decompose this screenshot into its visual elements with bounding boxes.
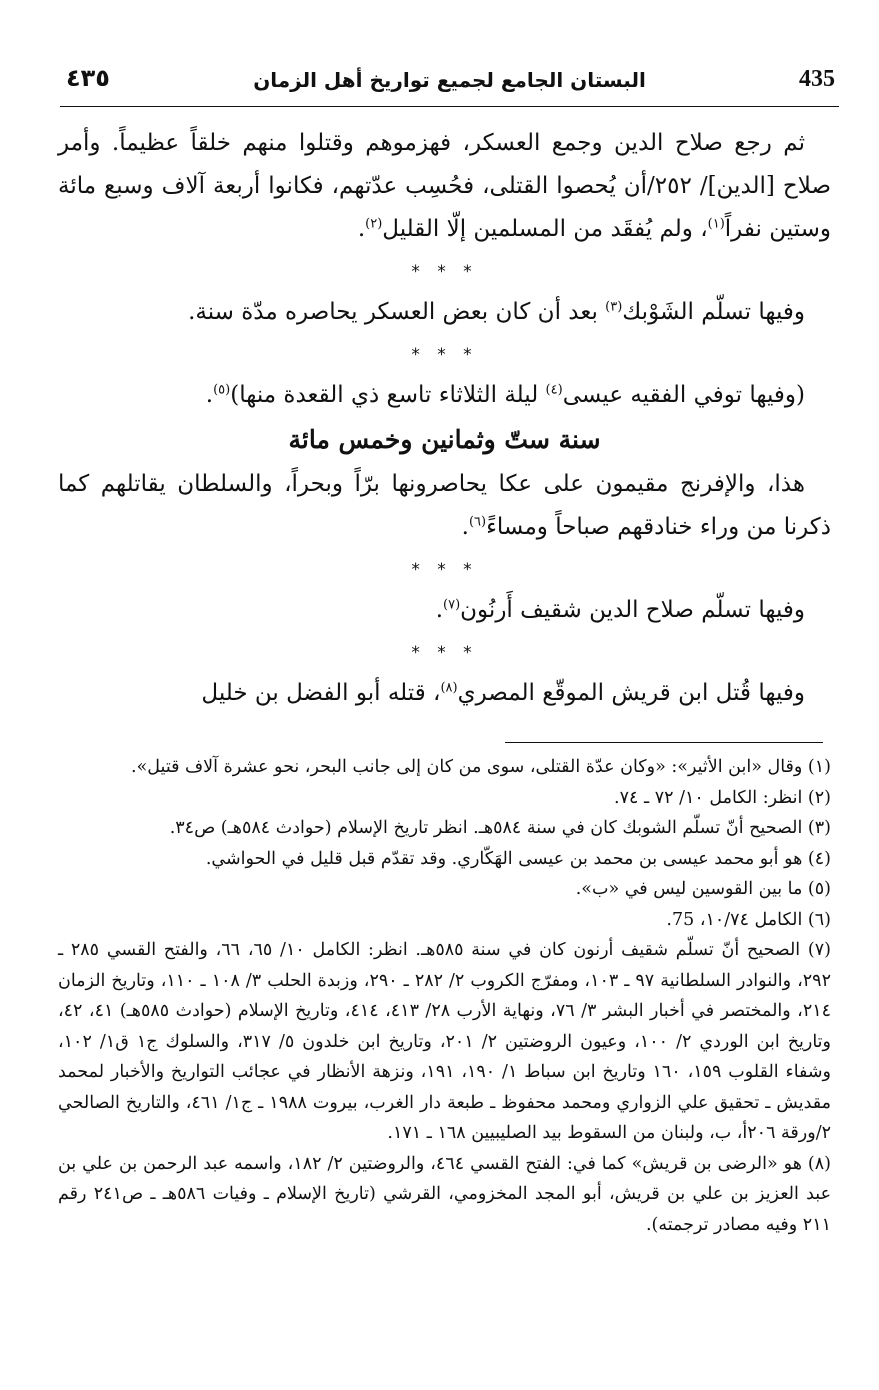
- paragraph-text: ، ولم يُفقَد من المسلمين إلّا القليل: [382, 216, 708, 242]
- paragraph-text: .: [357, 216, 366, 242]
- footnote: (٢) انظر: الكامل ١٠/ ٧٢ ـ ٧٤.: [614, 787, 831, 808]
- paragraph-text: وفيها تسلّم الشَوْبك: [622, 299, 805, 325]
- footnote: (٣) الصحيح أنّ تسلّم الشوبك كان في سنة ٥٨٤هـ. انظر تاريخ الإسلام (حوادث ٥٨٤هـ) ص٣٤.: [169, 818, 831, 838]
- footnote: (١) وقال «ابن الأثير»: «وكان عدّة القتلى، سوى من كان إلى جانب البحر، نحو عشرة آلاف قتيل».: [131, 757, 831, 777]
- footnote-ref: (٢): [365, 216, 383, 232]
- paragraph-text: بعد أن كان بعض العسكر يحاصره مدّة سنة.: [188, 299, 606, 325]
- section-separator: * * *: [411, 560, 478, 580]
- footnote-ref: (٧): [443, 597, 461, 613]
- paragraph-text: وفيها تسلّم صلاح الدين شقيف أَرنُون: [460, 597, 805, 623]
- footnote: (٧) الصحيح أنّ تسلّم شقيف أرنون كان في سنة ٥٨٥هـ. انظر: الكامل ١٠/ ٦٥، ٦٦، والفتح القسي ٢٨٥ ـ ٢٩٢، والنوادر السلطانية ٩٧ ـ ١٠٣، ومفرّج الكروب ٢/ ٢٨٢ ـ ٢٩٠، وزبدة الحلب ٣/ ١٠٨ ـ ١١٠، وتاريخ الزمان ٢١٤، والمختصر في أخبار البشر ٣/ ٧٦، ونهاية الأرب ٢٨/ ٤١٣، ٤١٤، وتاريخ الإسلام (حوادث ٥٨٥هـ) ٤١، ٤٢، وتاريخ ابن الوردي ٢/ ١٠٠، وعيون الروضتين ٢/ ٢٠١، وتاريخ ابن خلدون ٥/ ٣١٧، والسلوك ج١ ق١/ ١٠٢، وشفاء القلوب ١٥٩، ١٦٠ وتاريخ ابن سباط ١/ ١٩٠، ١٩١، ونزهة الأنظار في عجائب التواريخ والأخبار لمحمد مقديش ـ تحقيق علي الزواري ومحمد محفوظ ـ طبعة دار الغرب، بيروت ١٩٨٨ ـ ج١/ ٤٦١، والتاريخ الصالحي ٢/ورقة ٢٠٦أ، ب، ولبنان من السقوط بيد الصليبيين ١٦٨ ـ ١٧١.: [58, 940, 832, 1143]
- footnote: (٦) الكامل ١٠/٧٤، 75.: [666, 909, 831, 930]
- year-heading: سنة ستّ وثمانين وخمس مائة: [288, 425, 601, 454]
- page-number-latin: 435: [799, 66, 835, 92]
- footnote: (٥) ما بين القوسين ليس في «ب».: [575, 879, 831, 899]
- paragraph: [58, 463, 831, 549]
- paragraph: [58, 589, 831, 632]
- paragraph: [58, 291, 831, 334]
- main-text: [58, 122, 831, 715]
- paragraph-text: ثم رجع صلاح الدين وجمع العسكر، فهزموهم وقتلوا منهم خلقاً عظيماً. وأمر صلاح [الدين]/ ٢٥٢/أن يُحصوا القتلى، فحُسِب عدّتهم، فكانوا أربعة آلاف وسبع مائة وستين نفراً: [58, 130, 831, 242]
- footnote-ref: (٨): [440, 680, 458, 696]
- footnote-ref: (٤): [545, 382, 563, 398]
- footnote-ref: (٣): [605, 299, 623, 315]
- footnote: (٤) هو أبو محمد عيسى بن محمد بن عيسى الهَكّاري. وقد تقدّم قبل قليل في الحواشي.: [205, 848, 831, 869]
- running-header: [60, 62, 839, 107]
- footnote-ref: (١): [707, 216, 725, 232]
- paragraph-text: .: [205, 382, 214, 408]
- paragraph: [58, 672, 831, 715]
- footnotes: [58, 752, 831, 1240]
- paragraph: [58, 122, 831, 251]
- paragraph-text: .: [461, 514, 469, 540]
- footnote: (٨) هو «الرضى بن قريش» كما في: الفتح القسي ٤٦٤، والروضتين ٢/ ١٨٢، واسمه عبد الرحمن بن علي بن عبد العزيز بن علي بن قريش، أبو المجد المخزومي، القرشي (تاريخ الإسلام ـ وفيات ٥٨٦هـ ـ ص٢٤١ رقم ٢١١ وفيه مصادر ترجمته).: [58, 1153, 832, 1235]
- footnote-ref: (٥): [213, 382, 231, 398]
- paragraph: [58, 374, 831, 417]
- running-title: البستان الجامع لجميع تواريخ أهل الزمان: [253, 68, 646, 92]
- footnote-ref: (٦): [468, 514, 487, 530]
- section-separator: * * *: [411, 643, 478, 663]
- paragraph-text: ليلة الثلاثاء تاسع ذي القعدة منها): [230, 382, 546, 408]
- paragraph-text: وفيها قُتل ابن قريش الموقّع المصري: [457, 680, 805, 706]
- paragraph-text: هذا، والإفرنج مقيمون على عكا يحاصرونها برّاً وبحراً، والسلطان يقاتلهم كما ذكرنا من وراء خنادقهم صباحاً ومساءً: [58, 471, 831, 540]
- page-number-arabic: ٤٣٥: [66, 64, 110, 92]
- footnote-divider: [505, 742, 823, 743]
- section-separator: * * *: [411, 262, 478, 282]
- paragraph-text: (وفيها توفي الفقيه عيسى: [562, 382, 805, 408]
- paragraph-text: ، قتله أبو الفضل بن خليل: [201, 680, 441, 706]
- paragraph-text: .: [435, 597, 443, 623]
- section-separator: * * *: [411, 345, 478, 365]
